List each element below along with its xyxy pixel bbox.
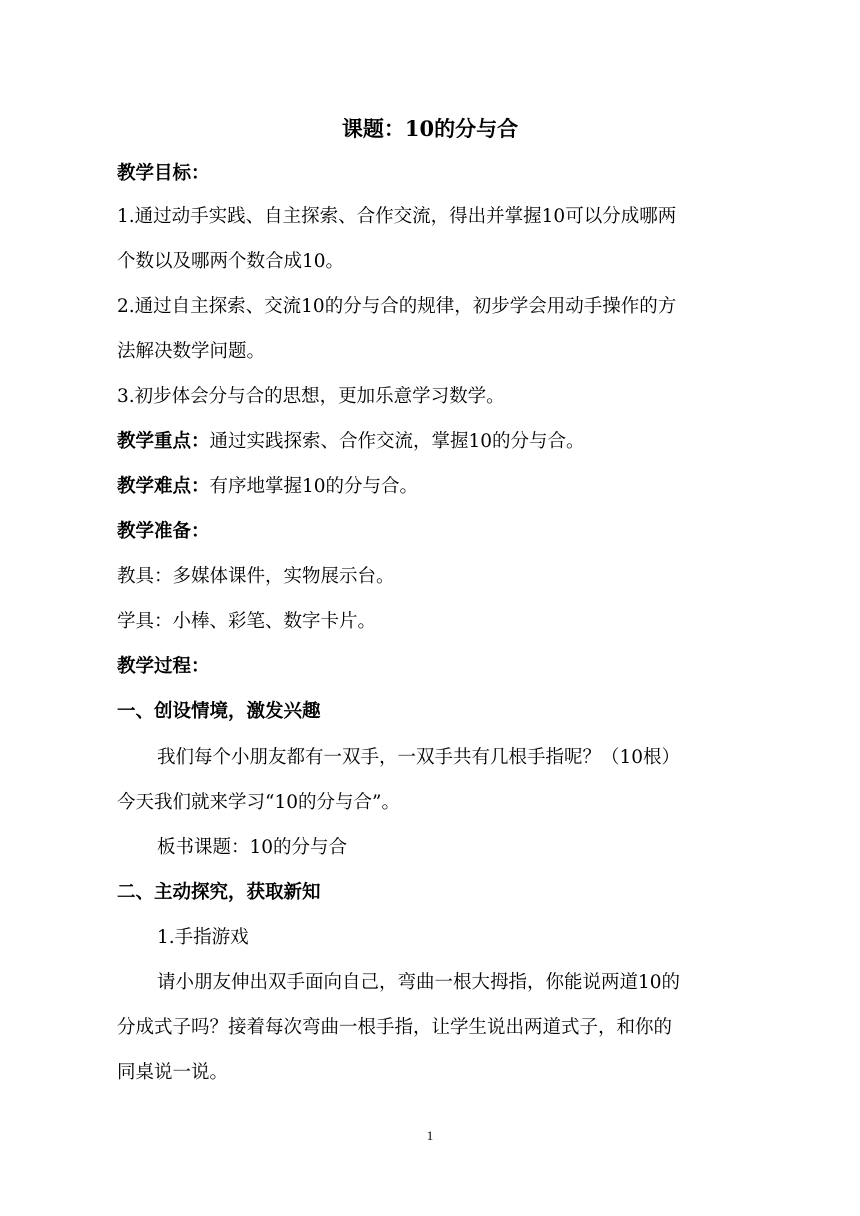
objective-1-line-2: 个数以及哪两个数合成10。 — [117, 251, 345, 272]
page-title: 课题：10的分与合 — [341, 116, 519, 141]
key-point-text: 通过实践探索、合作交流，掌握10的分与合。 — [209, 431, 585, 452]
difficulty-text: 有序地掌握10的分与合。 — [209, 476, 419, 497]
section-2-para-line-1: 请小朋友伸出双手面向自己，弯曲一根大拇指，你能说两道10的 — [157, 972, 681, 993]
section-2-para-line-2: 分成式子吗？接着每次弯曲一根手指，让学生说出两道式子，和你的 — [117, 1017, 673, 1038]
section-2-subheading: 1.手指游戏 — [157, 927, 249, 948]
section-1-para-line-2: 今天我们就来学习“10的分与合”。 — [117, 792, 400, 813]
difficulty — [117, 473, 743, 501]
section-1-para-line-1: 我们每个小朋友都有一双手，一双手共有几根手指呢？（10根） — [157, 747, 681, 768]
teacher-tools: 教具：多媒体课件，实物展示台。 — [117, 566, 395, 587]
section-2-para-line-3: 同桌说一说。 — [117, 1062, 229, 1083]
objective-3: 3.初步体会分与合的思想，更加乐意学习数学。 — [117, 386, 505, 407]
key-point-label: 教学重点： — [117, 431, 210, 452]
key-point — [117, 428, 743, 456]
objective-2-line-1: 2.通过自主探索、交流10的分与合的规律，初步学会用动手操作的方 — [117, 296, 677, 317]
section-2-heading: 二、主动探究，获取新知 — [117, 882, 321, 903]
student-tools: 学具：小棒、彩笔、数字卡片。 — [117, 611, 377, 632]
objectives-heading: 教学目标： — [117, 163, 210, 184]
process-heading: 教学过程： — [117, 656, 210, 677]
difficulty-label: 教学难点： — [117, 476, 210, 497]
objective-1-line-1: 1.通过动手实践、自主探索、合作交流，得出并掌握10可以分成哪两 — [117, 206, 677, 227]
section-1-heading: 一、创设情境，激发兴趣 — [117, 701, 321, 722]
objective-2-line-2: 法解决数学问题。 — [117, 341, 266, 362]
preparation-heading: 教学准备： — [117, 521, 210, 542]
board-title: 板书课题：10的分与合 — [157, 837, 348, 858]
page-number: 1 — [426, 1128, 434, 1143]
